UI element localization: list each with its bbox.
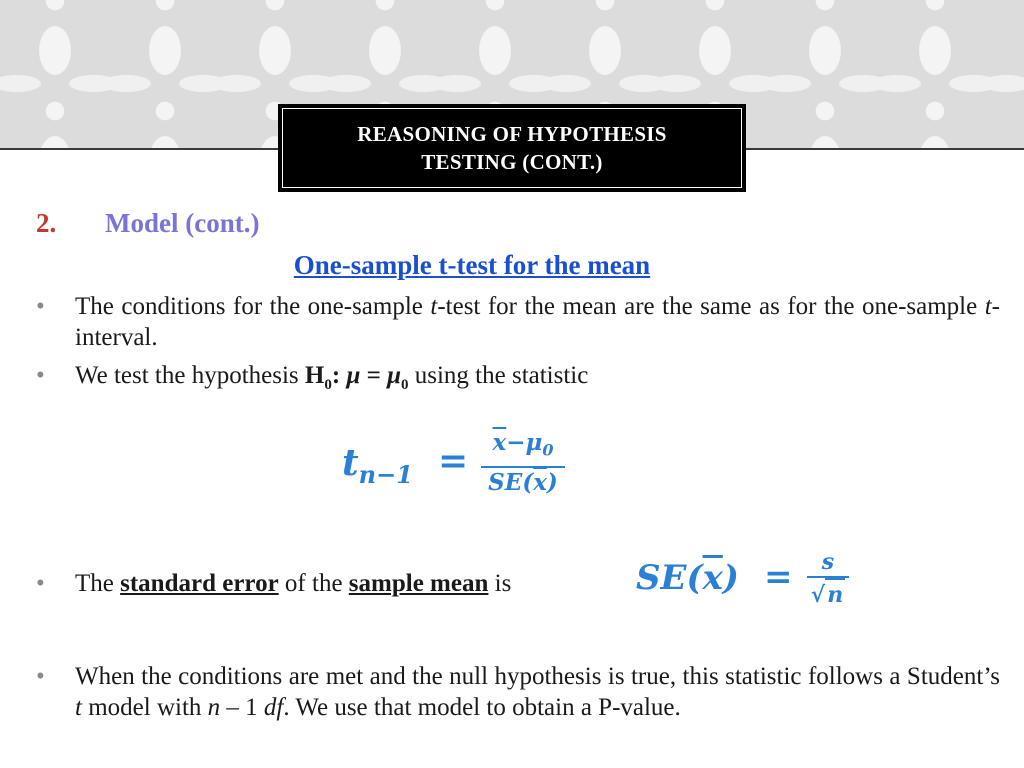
section-heading: Model (cont.) xyxy=(105,208,260,238)
formula2-lhs: $SE(\overline{x})$ xyxy=(636,558,739,598)
bullet-text-2: We test the hypothesis $H_0$: $\mu = \mu_0$ using the statistic xyxy=(75,362,589,393)
bullet-marker-3: • xyxy=(36,570,45,597)
title-line-2: TESTING (CONT.) xyxy=(421,150,603,174)
slide-title-box xyxy=(278,104,746,192)
formula2-equals: = xyxy=(764,557,793,597)
bullet-marker-2: • xyxy=(36,362,45,389)
standard-error-formula xyxy=(636,548,856,624)
formula1-numerator: $\overline{x}-\mu_0$ xyxy=(492,429,554,460)
formula1-lhs: $t_{n-1}$ xyxy=(342,442,413,490)
slide-title xyxy=(357,120,667,176)
formula1-equals: = xyxy=(438,440,469,482)
formula2-denominator: √n xyxy=(811,578,845,610)
t-statistic-formula xyxy=(342,428,582,512)
bullet-text-1: The conditions for the one-sample t-test for the mean are the same as for the one-sample t-interval. xyxy=(75,293,1000,351)
bullet-text-4: When the conditions are met and the null hypothesis is true, this statistic follows a Student’s t model with n – 1 df. We use that model to obtain a P-value. xyxy=(75,663,1000,721)
formula2-fraction xyxy=(804,548,852,610)
formula2-numerator: s xyxy=(821,549,835,575)
title-line-1: REASONING OF HYPOTHESIS xyxy=(357,122,667,146)
section-number: 2. xyxy=(36,208,57,238)
formula1-denominator: $SE(\overline{x})$ xyxy=(488,468,558,496)
bullet-marker-1: • xyxy=(36,293,45,320)
formula1-fraction xyxy=(480,428,566,498)
section-subheading: One-sample t-test for the mean xyxy=(293,250,651,280)
bullet-text-3: The standard error of the sample mean is xyxy=(75,570,512,597)
bullet-marker-4: • xyxy=(36,663,45,690)
